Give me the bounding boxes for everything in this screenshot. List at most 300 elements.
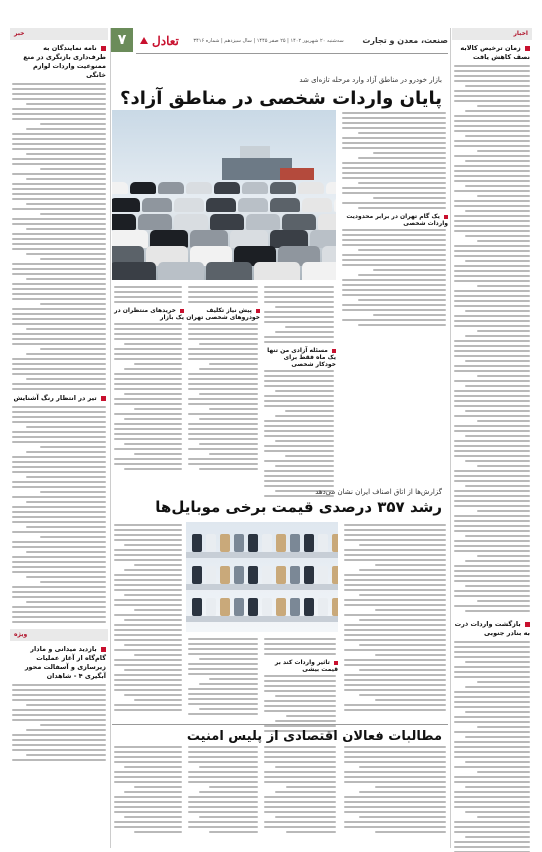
- text-line: [342, 229, 446, 231]
- text-line: [454, 550, 530, 552]
- text-line: [344, 579, 446, 581]
- text-line: [342, 127, 446, 129]
- text-line: [344, 674, 446, 676]
- text-line: [344, 801, 446, 803]
- text-line: [359, 816, 446, 818]
- text-line: [342, 202, 446, 204]
- phone: [220, 566, 230, 584]
- text-line: [12, 263, 106, 265]
- text-line: [344, 584, 446, 586]
- text-line: [114, 448, 182, 450]
- text-line: [359, 594, 446, 596]
- text-line: [344, 761, 446, 763]
- text-line: [12, 744, 106, 746]
- text-line: [454, 95, 530, 97]
- text-line: [344, 529, 446, 531]
- text-line: [12, 238, 106, 240]
- text-line: [264, 370, 334, 372]
- text-line: [465, 460, 530, 462]
- phone: [276, 598, 286, 616]
- text-line: [188, 463, 258, 465]
- text-line: [454, 250, 530, 252]
- text-line: [359, 791, 446, 793]
- article1-column-intro: [340, 112, 448, 329]
- text-line: [342, 117, 446, 119]
- text-line: [454, 255, 530, 257]
- text-line: [454, 525, 530, 527]
- text-line: [454, 190, 530, 192]
- text-line: [454, 200, 530, 202]
- article1-subhead-4: [112, 307, 184, 321]
- text-line: [344, 549, 446, 551]
- text-line: [344, 664, 446, 666]
- text-line: [264, 638, 336, 640]
- text-line: [134, 363, 182, 365]
- car: [270, 182, 296, 194]
- text-line: [134, 453, 182, 455]
- text-line: [454, 155, 530, 157]
- text-line: [454, 470, 530, 472]
- text-line: [188, 826, 258, 828]
- article1-subhead-1: [340, 213, 448, 227]
- text-line: [199, 343, 259, 345]
- phone: [248, 534, 258, 552]
- text-line: [454, 480, 530, 482]
- text-line: [264, 801, 336, 803]
- text-line: [359, 644, 446, 646]
- text-line: [344, 589, 446, 591]
- text-line: [12, 416, 106, 418]
- text-line: [12, 571, 106, 573]
- right-headline-2: [454, 620, 530, 638]
- phone: [220, 534, 230, 552]
- text-line: [465, 485, 530, 487]
- text-line: [12, 273, 106, 275]
- red-ship: [280, 168, 314, 180]
- text-line: [188, 338, 258, 340]
- text-line: [188, 796, 258, 798]
- text-line: [264, 470, 334, 472]
- bullet-icon: [180, 309, 184, 313]
- text-line: [342, 177, 446, 179]
- text-line: [264, 425, 334, 427]
- newspaper-logo: تعادل: [152, 33, 179, 48]
- text-line: [477, 681, 530, 683]
- phone: [248, 598, 258, 616]
- text-line: [454, 70, 530, 72]
- text-line: [114, 624, 182, 626]
- text-line: [264, 430, 334, 432]
- text-line: [275, 415, 335, 417]
- text-line: [26, 353, 106, 355]
- left-headline-1: [12, 44, 106, 80]
- text-line: [264, 395, 334, 397]
- text-line: [114, 398, 182, 400]
- text-line: [359, 669, 446, 671]
- text-line: [12, 248, 106, 250]
- car: [112, 262, 156, 280]
- article1-subhead-2: [262, 347, 336, 368]
- text-line: [199, 443, 259, 445]
- text-line: [114, 579, 182, 581]
- text-line: [114, 659, 182, 661]
- text-line: [40, 303, 106, 305]
- text-line: [454, 345, 530, 347]
- text-line: [12, 243, 106, 245]
- text-line: [114, 529, 182, 531]
- text-line: [114, 373, 182, 375]
- text-line: [188, 358, 258, 360]
- text-line: [454, 475, 530, 477]
- text-line: [26, 551, 106, 553]
- text-line: [114, 539, 182, 541]
- text-line: [454, 315, 530, 317]
- car: [326, 182, 336, 194]
- text-line: [188, 703, 258, 705]
- text-line: [454, 641, 530, 643]
- text-line: [12, 749, 106, 751]
- text-line: [188, 403, 258, 405]
- text-line: [114, 629, 182, 631]
- text-line: [454, 646, 530, 648]
- text-line: [188, 383, 258, 385]
- text-line: [124, 443, 182, 445]
- text-line: [477, 771, 530, 773]
- car: [254, 262, 300, 280]
- text-line: [114, 821, 182, 823]
- text-line: [12, 606, 106, 608]
- text-line: [26, 378, 106, 380]
- text-line: [454, 100, 530, 102]
- text-line: [454, 821, 530, 823]
- text-line: [12, 383, 106, 385]
- text-line: [188, 688, 258, 690]
- text-line: [114, 761, 182, 763]
- text-line: [134, 408, 182, 410]
- text-line: [344, 599, 446, 601]
- car: [206, 262, 252, 280]
- text-line: [344, 604, 446, 606]
- text-line: [359, 569, 446, 571]
- text-line: [114, 383, 182, 385]
- text-line: [188, 286, 258, 288]
- article1-column-3: [186, 286, 260, 473]
- text-line: [264, 776, 336, 778]
- text-line: [342, 284, 446, 286]
- article1-title: پایان واردات شخصی در مناطق آزاد؟: [120, 88, 442, 109]
- text-line: [342, 147, 446, 149]
- text-line: [264, 821, 336, 823]
- article2-kicker: گزارش‌ها از اتاق اصناف ایران نشان می‌دهد: [315, 488, 442, 496]
- text-line: [454, 671, 530, 673]
- text-line: [264, 675, 336, 677]
- text-line: [188, 438, 258, 440]
- text-line: [342, 254, 446, 256]
- phone: [206, 566, 216, 584]
- car: [334, 198, 336, 212]
- text-line: [26, 103, 106, 105]
- right-article-1-body: [452, 65, 532, 612]
- column-divider: [450, 28, 451, 848]
- article3-title: مطالبات فعالان اقتصادی از پلیس امنیت: [112, 724, 448, 744]
- left-column-tag: خبر: [10, 28, 108, 40]
- text-line: [264, 811, 336, 813]
- text-line: [12, 198, 106, 200]
- text-line: [114, 323, 182, 325]
- phone: [276, 566, 286, 584]
- text-line: [264, 336, 334, 338]
- text-line: [344, 684, 446, 686]
- phone: [262, 566, 272, 584]
- text-line: [264, 460, 334, 462]
- text-line: [344, 524, 446, 526]
- text-line: [12, 734, 106, 736]
- text-line: [124, 694, 182, 696]
- phone: [332, 598, 338, 616]
- text-line: [275, 306, 335, 308]
- text-line: [264, 316, 334, 318]
- text-line: [344, 539, 446, 541]
- text-line: [465, 110, 530, 112]
- text-line: [264, 291, 334, 293]
- text-line: [40, 724, 106, 726]
- text-line: [12, 118, 106, 120]
- text-line: [264, 781, 336, 783]
- car: [206, 198, 236, 212]
- text-line: [12, 486, 106, 488]
- text-line: [188, 348, 258, 350]
- text-line: [375, 699, 446, 701]
- text-line: [124, 816, 182, 818]
- text-line: [199, 368, 259, 370]
- article1-subhead-1-text: یک گام تهران در برابر محدودیت واردات شخصی: [346, 213, 448, 227]
- text-line: [465, 686, 530, 688]
- text-line: [344, 659, 446, 661]
- text-line: [40, 348, 106, 350]
- text-line: [114, 604, 182, 606]
- text-line: [275, 791, 336, 793]
- text-line: [199, 766, 259, 768]
- phone: [304, 598, 314, 616]
- text-line: [114, 358, 182, 360]
- phone: [192, 534, 202, 552]
- text-line: [373, 197, 446, 199]
- text-line: [12, 616, 106, 618]
- text-line: [12, 343, 106, 345]
- text-line: [454, 605, 530, 607]
- text-line: [358, 249, 446, 251]
- text-line: [285, 326, 334, 328]
- text-line: [12, 83, 106, 85]
- right-article-2-body: [452, 641, 532, 852]
- text-line: [124, 368, 182, 370]
- section-title: صنعت، معدن و تجارت: [362, 36, 448, 45]
- text-line: [477, 105, 530, 107]
- text-line: [286, 831, 336, 833]
- text-line: [12, 283, 106, 285]
- text-line: [209, 408, 258, 410]
- text-line: [264, 700, 336, 702]
- text-line: [114, 801, 182, 803]
- text-line: [114, 664, 182, 666]
- text-line: [375, 564, 446, 566]
- text-line: [188, 673, 258, 675]
- text-line: [264, 761, 336, 763]
- article1-subhead-3-text: پیش نیاز تکلیف خودروهای شخصی تهران: [186, 307, 260, 321]
- logo-triangle-icon: [140, 37, 148, 44]
- text-line: [477, 465, 530, 467]
- text-line: [199, 658, 259, 660]
- text-line: [465, 135, 530, 137]
- text-line: [454, 701, 530, 703]
- text-line: [114, 751, 182, 753]
- text-line: [40, 536, 106, 538]
- text-line: [12, 596, 106, 598]
- phone: [276, 534, 286, 552]
- text-line: [477, 375, 530, 377]
- text-line: [358, 132, 446, 134]
- text-line: [454, 846, 530, 848]
- car: [302, 262, 336, 280]
- text-line: [454, 115, 530, 117]
- text-line: [264, 480, 334, 482]
- text-line: [344, 826, 446, 828]
- text-line: [26, 153, 106, 155]
- bullet-icon: [525, 622, 530, 627]
- text-line: [114, 679, 182, 681]
- text-line: [12, 739, 106, 741]
- text-line: [188, 756, 258, 758]
- text-line: [454, 540, 530, 542]
- text-line: [454, 430, 530, 432]
- text-line: [114, 338, 182, 340]
- car: [298, 182, 324, 194]
- text-line: [454, 505, 530, 507]
- bullet-icon: [101, 396, 106, 401]
- text-line: [344, 534, 446, 536]
- text-line: [275, 390, 335, 392]
- phone: [220, 598, 230, 616]
- text-line: [344, 781, 446, 783]
- text-line: [454, 691, 530, 693]
- text-line: [12, 163, 106, 165]
- text-line: [465, 435, 530, 437]
- text-line: [454, 300, 530, 302]
- text-line: [12, 556, 106, 558]
- text-line: [342, 137, 446, 139]
- article1-column-4: [112, 286, 184, 473]
- text-line: [124, 393, 182, 395]
- text-line: [465, 185, 530, 187]
- text-line: [124, 544, 182, 546]
- text-line: [454, 295, 530, 297]
- text-line: [454, 180, 530, 182]
- text-line: [124, 569, 182, 571]
- text-line: [114, 684, 182, 686]
- car: [158, 182, 184, 194]
- text-line: [465, 385, 530, 387]
- text-line: [342, 244, 446, 246]
- text-line: [454, 90, 530, 92]
- text-line: [188, 801, 258, 803]
- text-line: [454, 205, 530, 207]
- text-line: [264, 450, 334, 452]
- text-line: [188, 353, 258, 355]
- text-line: [12, 521, 106, 523]
- text-line: [12, 471, 106, 473]
- text-line: [209, 678, 258, 680]
- text-line: [12, 481, 106, 483]
- text-line: [454, 826, 530, 828]
- text-line: [375, 831, 446, 833]
- text-line: [12, 689, 106, 691]
- text-line: [264, 685, 336, 687]
- text-line: [114, 301, 182, 303]
- text-line: [344, 629, 446, 631]
- text-line: [264, 445, 334, 447]
- text-line: [342, 239, 446, 241]
- text-line: [12, 431, 106, 433]
- article2-column-1: [342, 524, 448, 714]
- left-headline-2: [12, 645, 106, 681]
- text-line: [275, 465, 335, 467]
- text-line: [342, 319, 446, 321]
- text-line: [12, 421, 106, 423]
- text-line: [209, 453, 258, 455]
- text-line: [114, 634, 182, 636]
- text-line: [454, 656, 530, 658]
- text-line: [209, 831, 258, 833]
- text-line: [465, 711, 530, 713]
- text-line: [275, 440, 335, 442]
- text-line: [188, 638, 258, 640]
- text-line: [375, 654, 446, 656]
- logo-group: [136, 34, 179, 48]
- car: [112, 182, 128, 194]
- phone: [318, 566, 328, 584]
- text-line: [124, 791, 182, 793]
- text-line: [344, 796, 446, 798]
- text-line: [114, 756, 182, 758]
- text-line: [454, 751, 530, 753]
- dateline: سه‌شنبه ۲۰ شهریور ۱۴۰۲ | ۲۵ صفر ۱۴۴۵ | سال سیزدهم | شماره ۳۴۱۶: [193, 37, 344, 44]
- text-line: [12, 541, 106, 543]
- text-line: [264, 385, 334, 387]
- text-line: [12, 561, 106, 563]
- text-line: [114, 614, 182, 616]
- bullet-icon: [444, 215, 448, 219]
- phone: [332, 566, 338, 584]
- text-line: [199, 683, 259, 685]
- shelf: [186, 616, 338, 622]
- text-line: [12, 506, 106, 508]
- text-line: [465, 585, 530, 587]
- text-line: [264, 296, 334, 298]
- text-line: [454, 140, 530, 142]
- text-line: [342, 172, 446, 174]
- text-line: [114, 649, 182, 651]
- text-line: [12, 288, 106, 290]
- text-line: [275, 331, 335, 333]
- text-line: [114, 286, 182, 288]
- article1-kicker: بازار خودرو در مناطق آزاد وارد مرحله تازه‌ای شد: [299, 76, 442, 84]
- text-line: [342, 192, 446, 194]
- phone: [206, 534, 216, 552]
- text-line: [124, 766, 182, 768]
- text-line: [114, 639, 182, 641]
- bullet-icon: [101, 647, 106, 652]
- text-line: [264, 321, 334, 323]
